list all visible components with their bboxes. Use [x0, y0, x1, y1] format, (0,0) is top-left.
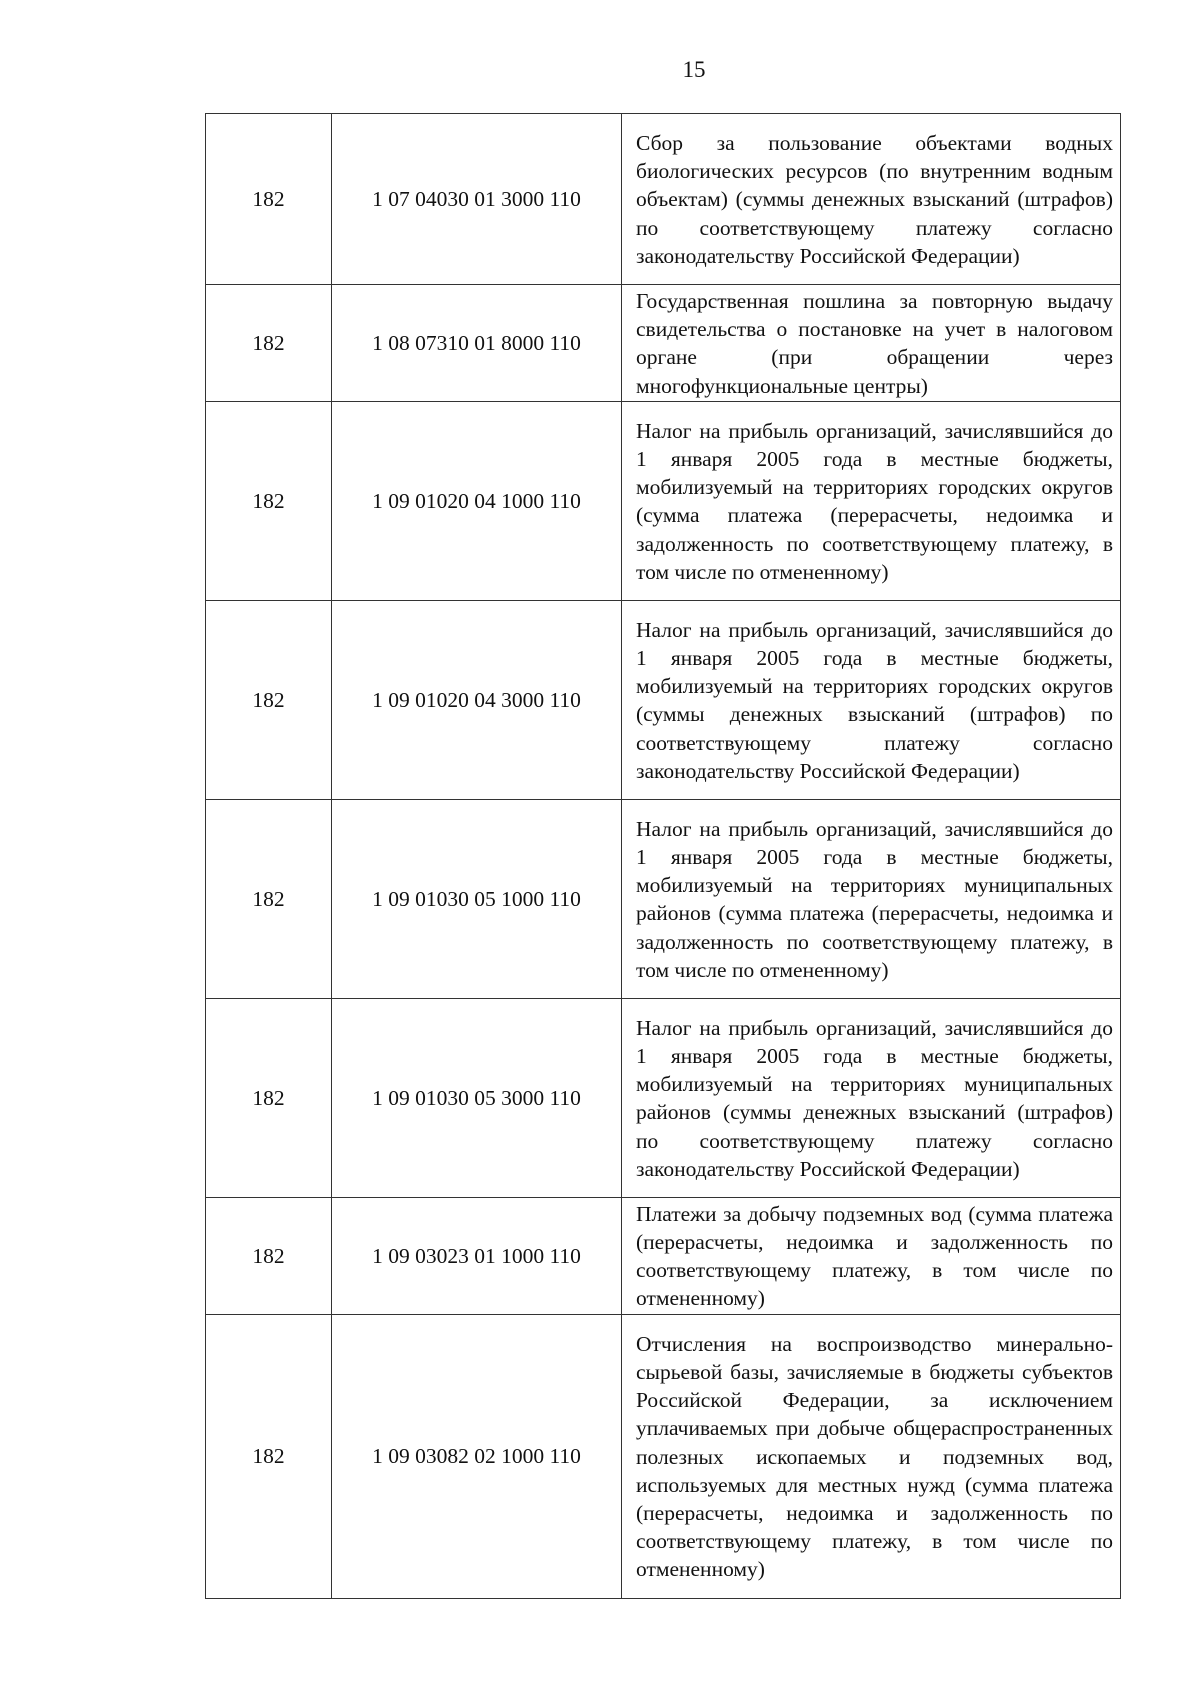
- budget-code-cell: 1 09 01020 04 3000 110: [332, 600, 622, 799]
- budget-code-cell: 1 09 03023 01 1000 110: [332, 1197, 622, 1314]
- page-number: 15: [682, 57, 706, 82]
- budget-code-cell: 1 09 03082 02 1000 110: [332, 1314, 622, 1598]
- description-cell: Государственная пошлина за повторную выдачу свидетельства о постановке на учет в налоговом органе (при обращении через многофункциональные центры): [622, 285, 1121, 402]
- admin-code-cell: 182: [206, 401, 332, 600]
- description-cell: Сбор за пользование объектами водных биологических ресурсов (по внутренним водным объектам) (суммы денежных взысканий (штрафов) по соответствующему платежу согласно законодательству Российской Федерации): [622, 114, 1121, 285]
- table-row: [206, 114, 1121, 285]
- budget-codes-table: [205, 113, 1121, 1599]
- admin-code-cell: 182: [206, 600, 332, 799]
- table-row: [206, 285, 1121, 402]
- table-row: [206, 998, 1121, 1197]
- admin-code-cell: 182: [206, 998, 332, 1197]
- table-row: [206, 1314, 1121, 1598]
- table-row: [206, 600, 1121, 799]
- budget-code-cell: 1 09 01030 05 3000 110: [332, 998, 622, 1197]
- table-row: [206, 799, 1121, 998]
- description-cell: Платежи за добычу подземных вод (сумма платежа (перерасчеты, недоимка и задолженность по соответствующему платежу, в том числе по отмененному): [622, 1197, 1121, 1314]
- table-row: [206, 401, 1121, 600]
- admin-code-cell: 182: [206, 1197, 332, 1314]
- description-cell: Отчисления на воспроизводство минерально-сырьевой базы, зачисляемые в бюджеты субъектов Российской Федерации, за исключением уплачиваемых при добыче общераспространенных полезных ископаемых и подземных вод, используемых для местных нужд (сумма платежа (перерасчеты, недоимка и задолженность по соответствующему платежу, в том числе по отмененному): [622, 1314, 1121, 1598]
- admin-code-cell: 182: [206, 114, 332, 285]
- description-cell: Налог на прибыль организаций, зачислявшийся до 1 января 2005 года в местные бюджеты, мобилизуемый на территориях муниципальных районов (сумма платежа (перерасчеты, недоимка и задолженность по соответствующему платежу, в том числе по отмененному): [622, 799, 1121, 998]
- budget-code-cell: 1 09 01020 04 1000 110: [332, 401, 622, 600]
- budget-code-cell: 1 07 04030 01 3000 110: [332, 114, 622, 285]
- description-cell: Налог на прибыль организаций, зачислявшийся до 1 января 2005 года в местные бюджеты, мобилизуемый на территориях городских округов (сумма платежа (перерасчеты, недоимка и задолженность по соответствующему платежу, в том числе по отмененному): [622, 401, 1121, 600]
- budget-code-cell: 1 09 01030 05 1000 110: [332, 799, 622, 998]
- budget-code-cell: 1 08 07310 01 8000 110: [332, 285, 622, 402]
- table-row: [206, 1197, 1121, 1314]
- admin-code-cell: 182: [206, 1314, 332, 1598]
- description-cell: Налог на прибыль организаций, зачислявшийся до 1 января 2005 года в местные бюджеты, мобилизуемый на территориях городских округов (суммы денежных взысканий (штрафов) по соответствующему платежу согласно законодательству Российской Федерации): [622, 600, 1121, 799]
- admin-code-cell: 182: [206, 799, 332, 998]
- admin-code-cell: 182: [206, 285, 332, 402]
- description-cell: Налог на прибыль организаций, зачислявшийся до 1 января 2005 года в местные бюджеты, мобилизуемый на территориях муниципальных районов (суммы денежных взысканий (штрафов) по соответствующему платежу согласно законодательству Российской Федерации): [622, 998, 1121, 1197]
